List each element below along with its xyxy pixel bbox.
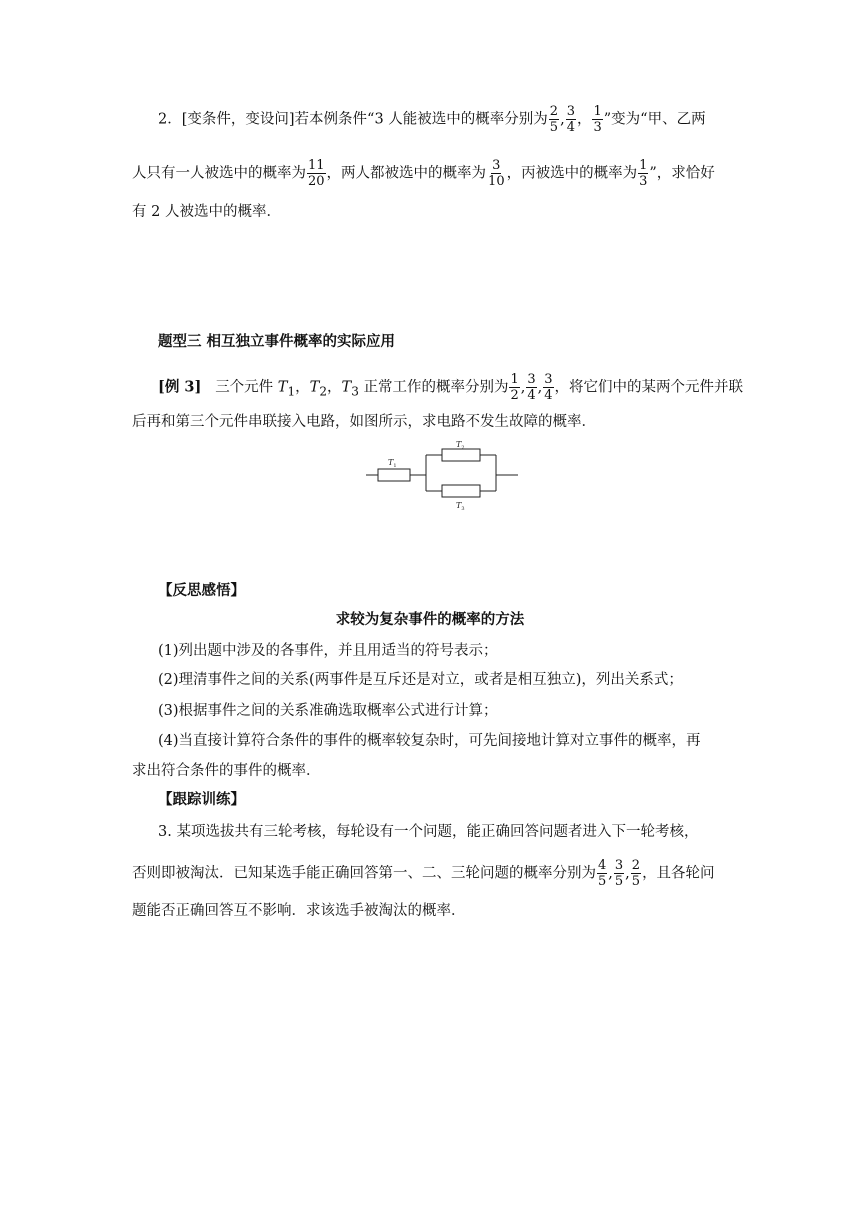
circuit-diagram xyxy=(366,438,526,516)
q2-line-1: 2．[变条件，变设问]若本例条件“3 人能被选中的概率分别为 $\frac{2}{5}$ , $\frac{3}{4}$ ， $\frac{1}{3}$ ”变为“甲、乙两 xyxy=(158,104,706,135)
reflection-item-4-cont: 求出符合条件的事件的概率． xyxy=(132,763,321,779)
reflection-header: 【反思感悟】 xyxy=(158,582,245,599)
example-3-line-1: [例 3] 三个元件 $T_1$，$T_2$，$T_3$ 正常工作的概率分别为 $\frac{1}{2}$ , $\frac{3}{4}$ , $\frac{3}{4}$ ，将它们中的某两个元件并联 xyxy=(158,372,744,403)
fraction: $\frac{1}{3}$ xyxy=(639,158,648,189)
fraction: $\frac{1}{3}$ xyxy=(593,104,602,135)
example-3-line-2: 后再和第三个元件串联接入电路，如图所示，求电路不发生故障的概率． xyxy=(132,414,596,430)
q2-line-3: 有 2 人被选中的概率． xyxy=(132,204,281,220)
fraction: $\frac{3}{10}$ xyxy=(488,158,505,189)
reflection-title: 求较为复杂事件的概率的方法 xyxy=(335,611,525,628)
follow-header: 【跟踪训练】 xyxy=(158,791,245,808)
fraction: $\frac{2}{5}$ xyxy=(631,858,641,889)
t2-label: $T_2$ xyxy=(456,440,465,451)
t3-label: $T_3$ xyxy=(456,501,465,512)
reflection-item-2: (2)理清事件之间的关系(两事件是互斥还是对立，或者是相互独立)，列出关系式； xyxy=(158,672,683,688)
reflection-item-4: (4)当直接计算符合条件的事件的概率较复杂时，可先间接地计算对立事件的概率，再 xyxy=(158,733,701,749)
fraction: $\frac{3}{5}$ xyxy=(614,858,624,889)
fraction: $\frac{3}{4}$ xyxy=(566,104,575,135)
fraction: $\frac{1}{2}$ xyxy=(510,372,519,403)
component-t3 xyxy=(442,485,480,497)
q2-line-2: 人只有一人被选中的概率为 $\frac{11}{20}$ ，两人都被选中的概率为 $\frac{3}{10}$ ，丙被选中的概率为 $\frac{1}{3}$ ”，求恰好 xyxy=(132,158,715,189)
component-t1 xyxy=(378,469,410,481)
fraction: $\frac{3}{4}$ xyxy=(527,372,536,403)
example-label: [例 3] xyxy=(158,378,202,396)
fraction: $\frac{4}{5}$ xyxy=(598,858,607,889)
section-title: 题型三 相互独立事件概率的实际应用 xyxy=(158,333,396,350)
t1-label: $T_1$ xyxy=(388,458,397,469)
reflection-item-3: (3)根据事件之间的关系准确选取概率公式进行计算； xyxy=(158,703,498,719)
fraction: $\frac{2}{5}$ xyxy=(549,104,559,135)
follow-line-3: 题能否正确回答互不影响．求该选手被淘汰的概率． xyxy=(132,903,466,919)
follow-line-1: 3. 某项选拔共有三轮考核，每轮设有一个问题，能正确回答问题者进入下一轮考核， xyxy=(158,824,699,840)
fraction: $\frac{3}{4}$ xyxy=(544,372,553,403)
reflection-item-1: (1)列出题中涉及的各事件，并且用适当的符号表示； xyxy=(158,643,498,659)
follow-line-2: 否则即被淘汰．已知某选手能正确回答第一、二、三轮问题的概率分别为 $\frac{4}{5}$ , $\frac{3}{5}$ , $\frac{2}{5}$ ，且各轮问 xyxy=(132,858,715,889)
fraction: $\frac{11}{20}$ xyxy=(308,158,325,189)
